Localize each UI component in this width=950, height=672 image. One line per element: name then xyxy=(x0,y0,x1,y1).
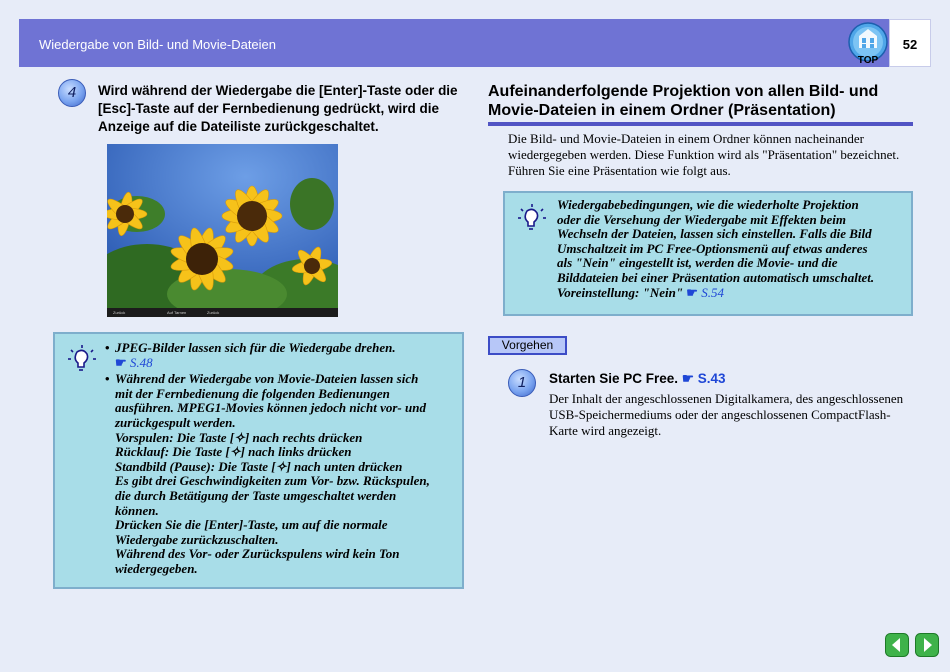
step-4-badge xyxy=(58,79,86,107)
next-page-button[interactable] xyxy=(915,633,939,657)
procedure-label: Vorgehen xyxy=(488,336,567,355)
top-label: TOP xyxy=(857,55,879,66)
header-bar xyxy=(19,19,889,67)
heading-rule xyxy=(488,122,913,126)
pointing-hand-icon: ☛ xyxy=(686,284,698,300)
photo-bar-hide: Auf Tarnen xyxy=(167,310,187,315)
link-s54[interactable]: S.54 xyxy=(701,284,724,300)
link-s48[interactable]: S.48 xyxy=(129,354,153,370)
photo-bar-back: Zurück xyxy=(113,310,126,315)
step-1-badge xyxy=(508,369,536,397)
page-title: Wiedergabe von Bild- und Movie-Dateien xyxy=(39,37,277,52)
intro-text: Die Bild- und Movie-Dateien in einem Ordner können nacheinander wiedergegeben werden. Diese Funktion wird als "Präsentation" bezeichnet. Führen Sie eine Präsentation wie folgt aus. xyxy=(508,131,900,178)
photo-bar-back-2: Zurück xyxy=(207,310,220,315)
tip-lightbulb-icon xyxy=(63,342,97,376)
step-4-number: 4 xyxy=(67,84,77,101)
presentation-note-text: Wiedergabebedingungen, wie die wiederholte Projektion oder die Versehung der Wiedergabe mit Effekten beim Wechseln der Dateien, lassen sich einstellen. Falls die Bild Umschaltzeit im PC Free-Optionsmenü auf etwas anderes als "Nein" eingestellt ist, werden die Movie- und die Bilddateien bei einer Präsentation automatisch umschaltet. Voreinstellung: "Nein" ☛ S.54 xyxy=(557,197,875,300)
sunflower-photo xyxy=(107,144,338,317)
step-1-number: 1 xyxy=(517,374,527,391)
pointing-hand-icon: ☛ xyxy=(681,371,694,386)
page-number: 52 xyxy=(902,37,918,52)
tip-bullet-movie: • Während der Wiedergabe von Movie-Dateien lassen sich mit der Fernbedienung die folgenden Bedienungen ausführen. MPEG1-Movies können jedoch nicht vor- und zurückgespult werden. Vorspulen: Die Taste [✧] nach rechts drücken Rücklauf: Die Taste [✧] nach links drücken Standbild (Pause): Die Taste [✧] nach unten drücken Es gibt drei Geschwindigkeiten zum Vor- bzw. Rückspulen, die durch Betätigung der Taste umgeschaltet werden können. Drücken Sie die [Enter]-Taste, um auf die normale Wiedergabe zurückzuschalten. Während des Vor- oder Zurückspulens wird kein Ton wiedergegeben. xyxy=(105,372,457,576)
photo-control-bar xyxy=(107,308,338,317)
top-button[interactable] xyxy=(846,21,890,67)
step-4-text: Wird während der Wiedergabe die [Enter]-Taste oder die [Esc]-Taste auf der Fernbedienung gedrückt, wird die Anzeige auf die Dateiliste zurückgeschaltet. xyxy=(98,83,458,134)
tip-box-playback xyxy=(53,332,464,589)
tip-box-presentation xyxy=(503,191,913,316)
pointing-hand-icon: ☛ xyxy=(115,354,127,370)
page-number-box xyxy=(889,19,931,67)
step-1-text: Der Inhalt der angeschlossenen Digitalkamera, des angeschlossenen USB-Speichermediums oder der angeschlossenen CompactFlash-Karte wird angezeigt. xyxy=(549,391,904,438)
link-s43[interactable]: S.43 xyxy=(697,371,726,386)
step-1-title: Starten Sie PC Free. ☛ S.43 xyxy=(549,371,726,386)
section-heading: Aufeinanderfolgende Projektion von allen Bild- und Movie-Dateien in einem Ordner (Präsentation) xyxy=(488,83,879,119)
tip-bullet-rotate: • JPEG-Bilder lassen sich für die Wiedergabe drehen. ☛ S.48 xyxy=(105,341,457,370)
prev-page-button[interactable] xyxy=(885,633,909,657)
tip-lightbulb-icon xyxy=(513,201,547,235)
